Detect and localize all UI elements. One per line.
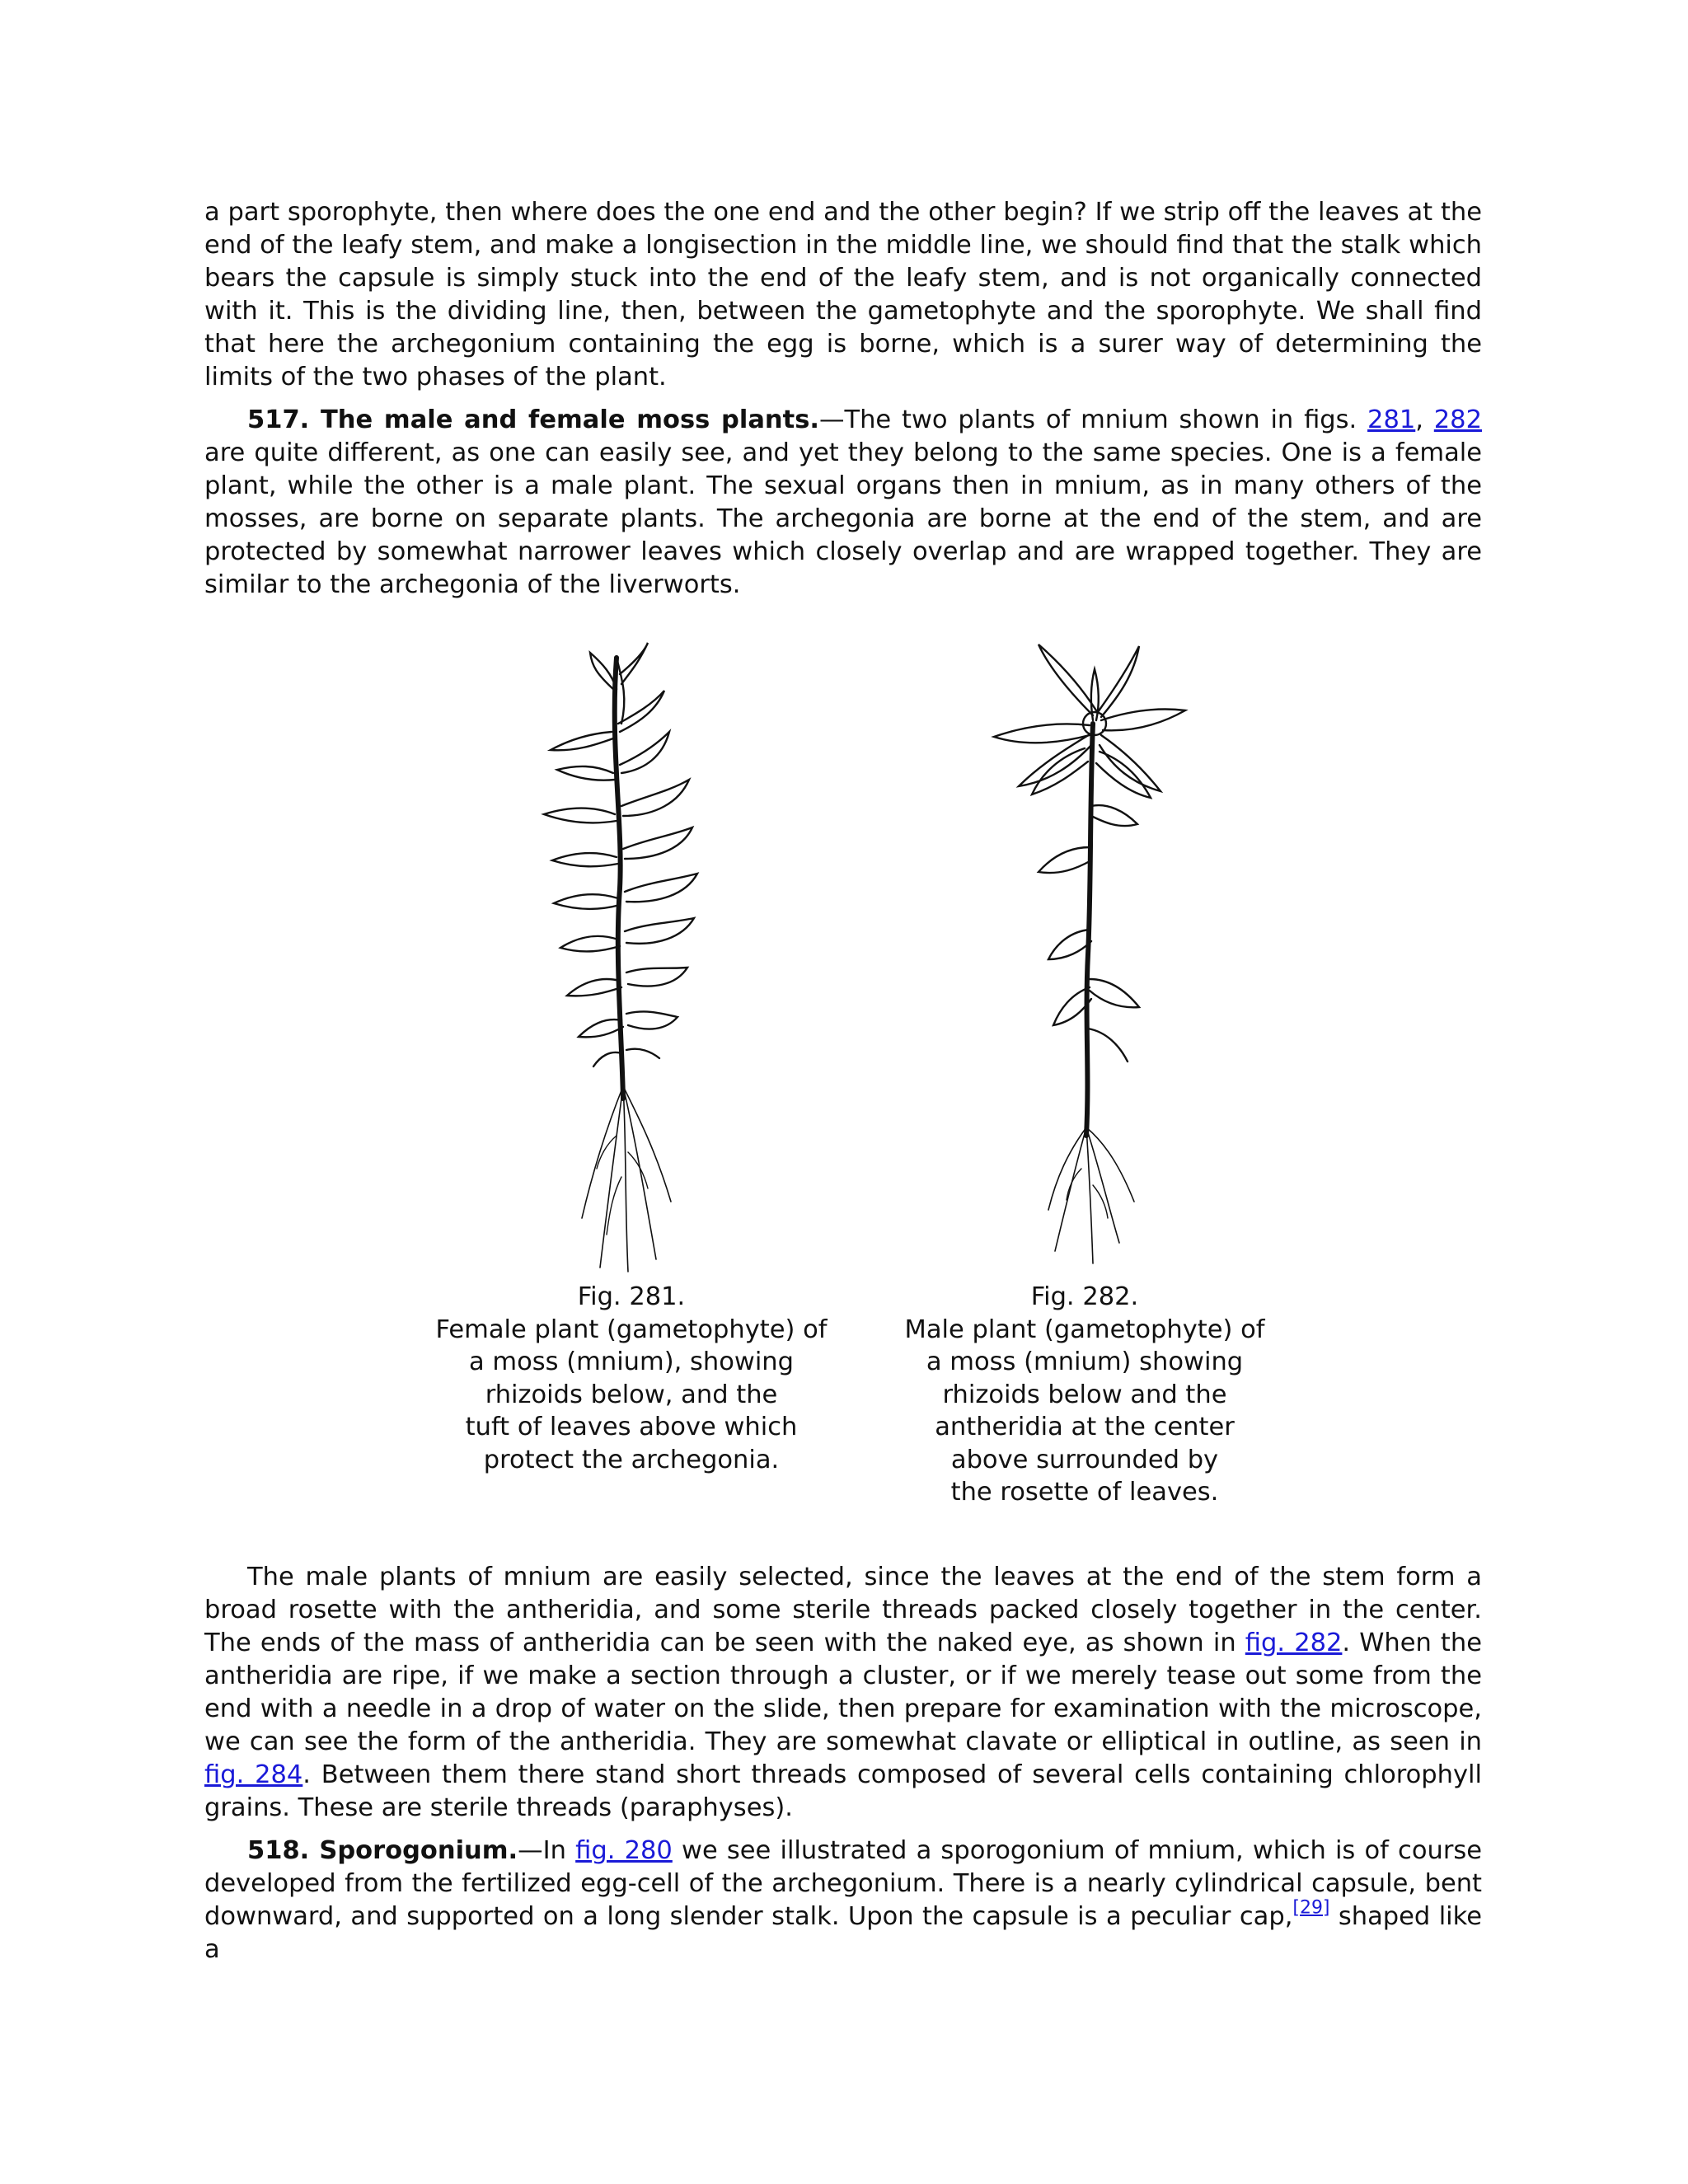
figure-282-label: Fig. 282. <box>1030 1282 1139 1311</box>
paragraph-text: The male plants of mnium are easily selected, since the leaves at the end of the stem form a broad rosette with the antheridia, and some sterile threads packed closely together in the center. The ends of the mass of antheridia can be seen with the naked eye, as shown in <box>204 1563 1482 1657</box>
link-fig-281[interactable]: 281 <box>1367 405 1416 434</box>
caption-line: a moss (mnium), showing <box>469 1347 794 1376</box>
section-517-text-a: —The two plants of mnium shown in figs. <box>818 405 1368 434</box>
caption-line: antheridia at the center <box>935 1413 1235 1441</box>
paragraph-text: —In <box>518 1836 576 1865</box>
link-fig-284[interactable]: fig. 284 <box>204 1760 303 1789</box>
caption-line: above surrounded by <box>950 1445 1219 1474</box>
paragraph-text: we see illustrated a sporogonium of mnium, which is of course developed from the fertilized egg-cell of the archegonium. There is a nearly cylindrical capsule, bent downward, and supported on a long slender stalk. Upon the capsule is a peculiar cap, <box>204 1836 1483 1931</box>
caption-line: Female plant (gametophyte) of <box>435 1315 828 1344</box>
caption-line: rhizoids below and the <box>942 1380 1227 1409</box>
figure-281-label: Fig. 281. <box>577 1282 686 1311</box>
page-content <box>204 196 1482 1966</box>
link-fig-282[interactable]: fig. 282 <box>1245 1629 1343 1657</box>
paragraph-text: . When the antheridia are ripe, if we make a section through a cluster, or if we merely tease out some from the end with a needle in a drop of water on the slide, then prepare for examination with the microscope, we can see the form of the antheridia. They are somewhat clavate or elliptical in outline, as seen in <box>204 1629 1482 1756</box>
section-517-text-b: are quite different, as one can easily see, and yet they belong to the same species. One is a female plant, while the other is a male plant. The sexual organs then in mnium, as in many others of the mosses, are borne on separate plants. The archegonia are borne at the end of the stem, and are protected by somewhat narrower leaves which closely overlap and are wrapped together. They are similar to the archegonia of the liverworts. <box>204 438 1482 599</box>
paragraph-male-plants <box>204 1561 1482 1825</box>
caption-line: rhizoids below, and the <box>485 1380 778 1409</box>
caption-line: the rosette of leaves. <box>950 1478 1219 1507</box>
paragraph-gametophyte-sporophyte-boundary: a part sporophyte, then where does the one end and the other begin? If we strip off the leaves at the end of the leafy stem, and make a longisection in the middle line, we should find that the stalk which bears the capsule is simply stuck into the end of the leafy stem, and is not organically connected with it. This is the dividing line, then, between the gametophyte and the sporophyte. We shall find that here the archegonium containing the egg is borne, which is a surer way of determining the limits of the two phases of the plant. <box>204 198 1482 391</box>
figure-281 <box>425 641 837 1476</box>
link-fig-282[interactable]: 282 <box>1433 405 1482 434</box>
figure-282-caption <box>879 1281 1291 1509</box>
paragraph-text: shaped like a <box>204 1902 1483 1964</box>
figure-row <box>204 612 1482 1551</box>
caption-line: Male plant (gametophyte) of <box>904 1315 1265 1344</box>
section-517-heading: 517. The male and female moss plants. <box>247 405 819 434</box>
figure-281-caption <box>425 1281 837 1476</box>
figure-282 <box>879 641 1291 1509</box>
caption-line: tuft of leaves above which <box>465 1413 798 1441</box>
caption-line: protect the archegonia. <box>483 1445 780 1474</box>
footnote-link-29[interactable]: [29] <box>1292 1897 1330 1919</box>
caption-line: a moss (mnium) showing <box>926 1347 1244 1376</box>
male-moss-plant-illustration <box>969 641 1200 1276</box>
section-518-heading: 518. Sporogonium. <box>247 1836 518 1865</box>
paragraph-text: . Between them there stand short threads composed of several cells containing chlorophyll grains. These are sterile threads (paraphyses). <box>204 1760 1482 1822</box>
section-517-paragraph <box>204 404 1482 602</box>
female-moss-plant-illustration <box>524 641 738 1276</box>
link-fig-280[interactable]: fig. 280 <box>575 1836 673 1865</box>
section-518-paragraph <box>204 1835 1482 1966</box>
link-separator: , <box>1415 405 1434 434</box>
